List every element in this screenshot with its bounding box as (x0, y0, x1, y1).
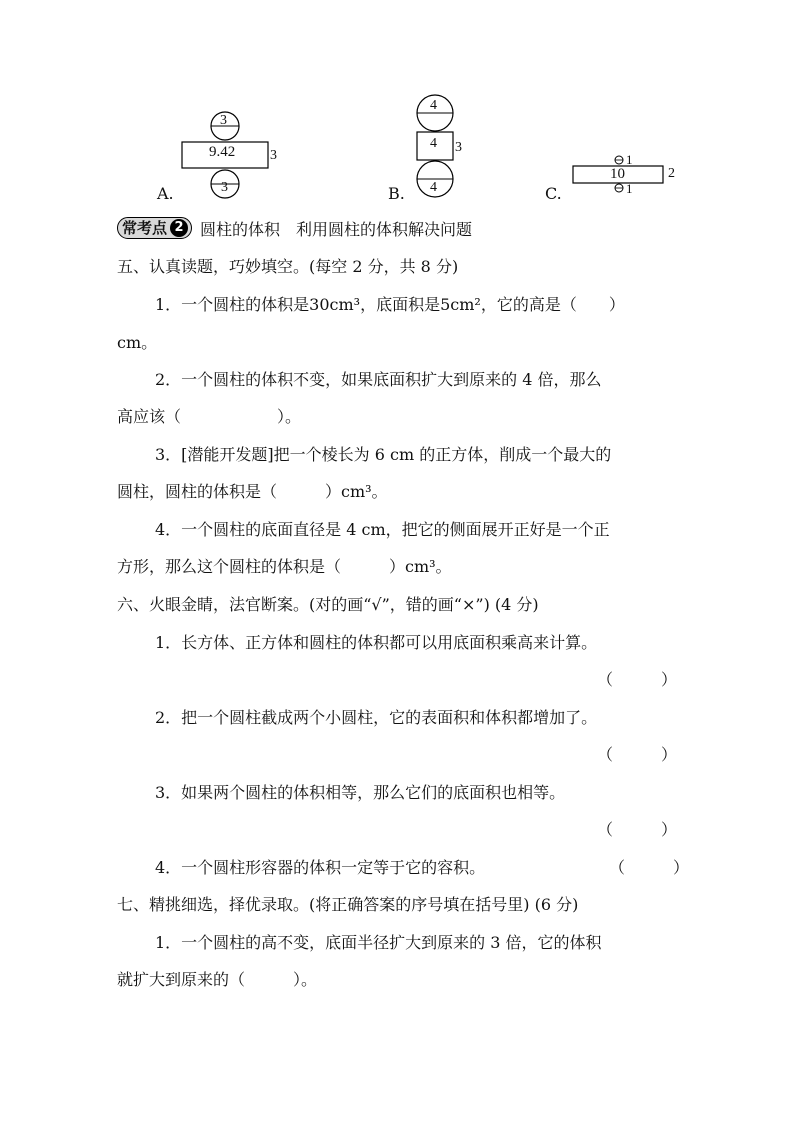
section-badge (117, 217, 472, 239)
badge-label-box (117, 217, 192, 239)
figure-b-option: B. (388, 184, 405, 203)
badge-title: 圆柱的体积 利用圆柱的体积解决问题 (200, 219, 473, 239)
section5-q2-line1: 2．一个圆柱的体积不变，如果底面积扩大到原来的 4 倍，那么 (155, 370, 602, 389)
figure-b-top-label: 4 (430, 98, 437, 113)
figure-a-side-label: 3 (270, 148, 277, 163)
figure-a-bottom-label: 3 (221, 180, 228, 195)
section6-q2: 2．把一个圆柱截成两个小圆柱，它的表面积和体积都增加了。 (155, 708, 598, 727)
section6-q3: 3．如果两个圆柱的体积相等，那么它们的底面积也相等。 (155, 783, 566, 802)
section7-q1-line2: 就扩大到原来的（ ）。 (117, 970, 318, 989)
figure-c-bottom-label: 1 (626, 181, 633, 196)
figure-c-option: C. (545, 184, 562, 203)
badge-label: 常考点 (122, 219, 168, 237)
figure-a-rect-label: 9.42 (209, 144, 236, 160)
section6-heading: 六、火眼金睛，法官断案。(对的画“√”，错的画“×”) (4 分) (117, 595, 539, 614)
section6-q1-answer-blank: （ ） (597, 670, 678, 689)
section5-q4-line2: 方形，那么这个圆柱的体积是（ ）cm³。 (117, 557, 452, 576)
section5-q1-line1: 1．一个圆柱的体积是30cm³，底面积是5cm²，它的高是（ ） (155, 295, 625, 314)
figure-c-side-label: 2 (668, 166, 675, 181)
figure-a-option: A. (157, 184, 174, 203)
figure-b-side-label: 3 (455, 140, 462, 155)
section7-q1-line1: 1．一个圆柱的高不变，底面半径扩大到原来的 3 倍，它的体积 (155, 933, 602, 952)
section7-heading: 七、精挑细选，择优录取。(将正确答案的序号填在括号里) (6 分) (117, 895, 579, 914)
figure-c-rect-label: 10 (610, 166, 625, 182)
figure-b-bottom-label: 4 (430, 180, 437, 195)
section5-q1-line2: cm。 (117, 333, 158, 352)
section5-heading: 五、认真读题，巧妙填空。(每空 2 分，共 8 分) (117, 257, 459, 276)
section6-q3-answer-blank: （ ） (597, 820, 678, 839)
figure-a-top-label: 3 (220, 113, 227, 128)
figure-c-top-label: 1 (626, 152, 633, 167)
section6-q4-answer-blank: （ ） (609, 858, 690, 877)
section6-q1: 1．长方体、正方体和圆柱的体积都可以用底面积乘高来计算。 (155, 633, 598, 652)
section6-q2-answer-blank: （ ） (597, 745, 678, 764)
badge-number: 2 (170, 219, 188, 237)
section5-q4-line1: 4．一个圆柱的底面直径是 4 cm，把它的侧面展开正好是一个正 (155, 520, 610, 539)
figure-b-rect-label: 4 (430, 136, 437, 151)
section5-q2-line2: 高应该（ ）。 (117, 407, 302, 426)
section5-q3-line1: 3．[潜能开发题]把一个棱长为 6 cm 的正方体，削成一个最大的 (155, 445, 612, 464)
section6-q4: 4．一个圆柱形容器的体积一定等于它的容积。 (155, 858, 486, 877)
section5-q3-line2: 圆柱，圆柱的体积是（ ）cm³。 (117, 482, 388, 501)
